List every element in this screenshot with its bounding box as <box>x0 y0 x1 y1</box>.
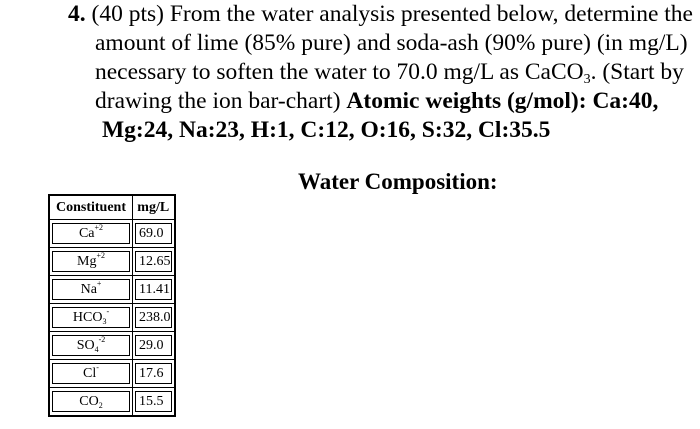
composition-table <box>48 194 176 417</box>
concentration-cell <box>133 332 175 360</box>
ion-symbol: Na <box>80 282 97 297</box>
concentration-value: 29.0 <box>135 335 172 356</box>
problem-line-4-text: drawing the ion bar-chart) <box>95 88 341 114</box>
table-row <box>49 360 175 388</box>
concentration-cell <box>133 276 175 304</box>
constituent-cell <box>49 388 133 417</box>
problem-line-4 <box>68 87 700 116</box>
constituent-formula <box>52 391 130 412</box>
header-mg-per-l: mg/L <box>133 195 175 220</box>
table-body <box>49 220 175 417</box>
atomic-weights-values: Mg:24, Na:23, H:1, C:12, O:16, S:32, Cl:35.5 <box>102 117 551 143</box>
problem-line-2: amount of lime (85% pure) and soda-ash (90% pure) (in mg/L) <box>95 30 688 56</box>
table-row <box>49 332 175 360</box>
table-row <box>49 304 175 332</box>
constituent-formula <box>52 307 130 328</box>
problem-statement <box>68 0 700 145</box>
ion-charge: - <box>106 307 110 316</box>
atomic-weights-label: Atomic weights (g/mol): Ca:40, <box>346 88 659 114</box>
constituent-cell <box>49 360 133 388</box>
constituent-formula <box>52 335 130 356</box>
header-constituent: Constituent <box>49 195 133 220</box>
constituent-cell <box>49 304 133 332</box>
concentration-cell <box>133 248 175 276</box>
ion-charge: - <box>96 363 99 372</box>
ion-charge: -2 <box>98 335 106 344</box>
concentration-value: 238.0 <box>135 307 172 328</box>
constituent-formula <box>52 223 130 244</box>
ion-symbol: HCO <box>72 310 103 325</box>
ion-subscript: 3 <box>102 317 107 326</box>
concentration-cell <box>133 220 175 248</box>
concentration-value: 12.65 <box>135 251 172 272</box>
ion-charge: +2 <box>96 251 105 260</box>
ion-subscript: 4 <box>94 345 99 354</box>
concentration-cell <box>133 388 175 417</box>
table-row <box>49 248 175 276</box>
table-header-row <box>49 195 175 220</box>
problem-number: 4. <box>68 1 86 27</box>
concentration-cell <box>133 360 175 388</box>
concentration-value: 11.41 <box>135 279 172 300</box>
problem-line-1 <box>68 0 700 29</box>
constituent-formula <box>52 251 130 272</box>
constituent-formula <box>52 363 130 384</box>
table-row <box>49 276 175 304</box>
concentration-value: 17.6 <box>135 363 172 384</box>
ion-symbol: Ca <box>78 226 95 241</box>
table-title: Water Composition: <box>298 169 498 194</box>
problem-line-3-a: necessary to soften the water to 70.0 mg/L as CaCO <box>95 59 584 85</box>
ion-charge: +2 <box>94 223 104 232</box>
constituent-cell <box>49 276 133 304</box>
problem-line-3 <box>68 58 700 87</box>
constituent-cell <box>49 332 133 360</box>
ion-symbol: CO <box>79 394 99 409</box>
ion-symbol: Mg <box>77 254 97 269</box>
ion-charge: + <box>96 279 102 288</box>
concentration-cell <box>133 304 175 332</box>
problem-line-3-b: . (Start by <box>590 59 684 85</box>
table-row <box>49 220 175 248</box>
water-composition-table <box>48 194 176 417</box>
constituent-formula <box>52 279 130 300</box>
constituent-cell <box>49 220 133 248</box>
ion-subscript: 2 <box>98 401 103 410</box>
constituent-cell <box>49 248 133 276</box>
table-row <box>49 388 175 417</box>
ion-symbol: Cl <box>83 366 97 381</box>
concentration-value: 69.0 <box>135 223 172 244</box>
caco3-subscript: 3 <box>583 72 591 87</box>
ion-symbol: SO <box>76 338 95 353</box>
concentration-value: 15.5 <box>135 391 172 412</box>
problem-line-1-text: (40 pts) From the water analysis presented below, determine the <box>91 1 693 27</box>
